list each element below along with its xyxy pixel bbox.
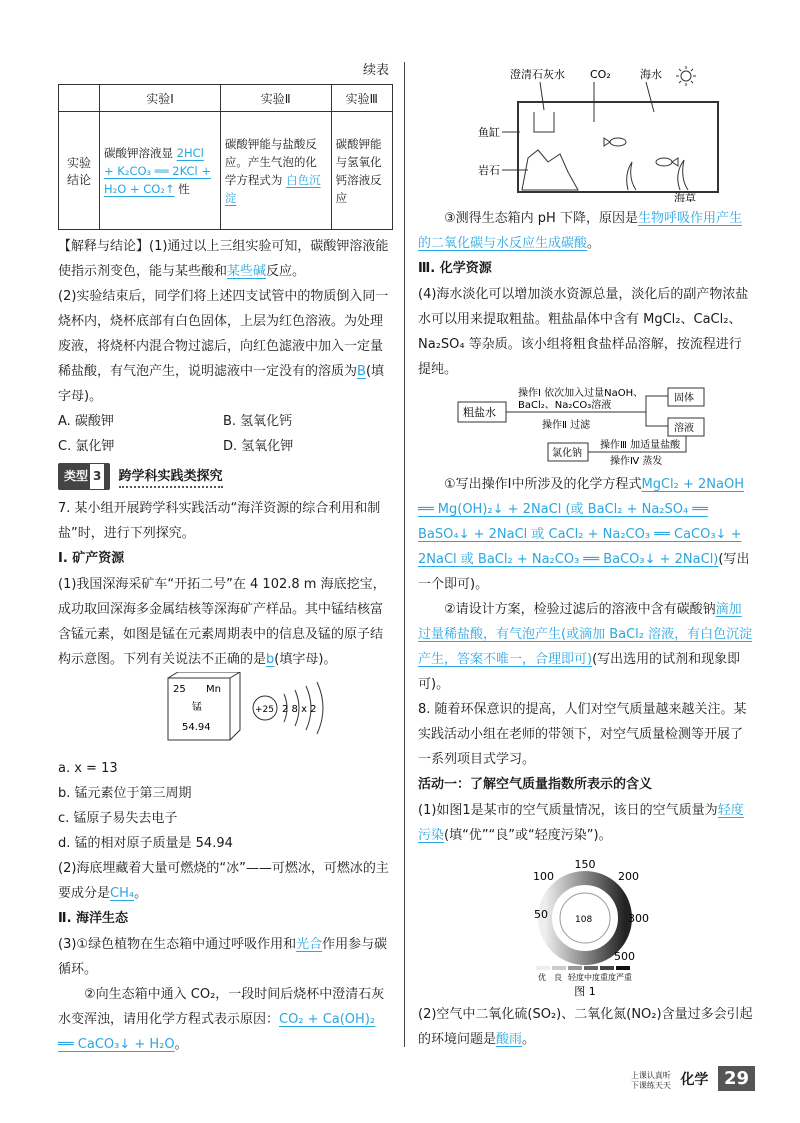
table-header: 实验Ⅱ (220, 85, 331, 112)
paragraph: (4)海水淡化可以增加淡水资源总量，淡化后的副产物浓盐水可以用来提取粗盐。粗盐晶体中含有 MgCl₂、CaCl₂、Na₂SO₄ 等杂质。该小组将粗食盐样品溶解，按流程进行提纯。 (418, 287, 749, 377)
sun-icon (676, 66, 696, 86)
beaker-icon (534, 112, 554, 132)
atom-structure (253, 682, 323, 734)
answer: 滴加过量稀盐酸，有气泡产生(或滴加 BaCl₂ 溶液，有白色沉淀产生，答案不唯一，合理即可) (418, 602, 753, 667)
gauge-tick: 100 (533, 870, 554, 883)
right-column (418, 62, 753, 1052)
label-tank: 鱼缸 (478, 126, 500, 139)
paragraph: (1)我国深海采矿车“开拓二号”在 4 102.8 m 海底挖宝，成功取回深海多金属结核等深海矿产样品。其中锰结核富含锰元素，如图是锰在元素周期表中的信息及锰的原子结构示意图。下列有关说法不正确的是b(填字母)。 (58, 577, 386, 667)
gauge-tick: 150 (574, 858, 596, 871)
answer: 生物呼吸作用产生的二氧化碳与水反应生成碳酸 (418, 211, 742, 251)
paragraph: (2)空气中二氧化硫(SO₂)、二氧化氮(NO₂)含量过多会引起的环境问题是酸雨。 (418, 1007, 753, 1047)
answer: 酸雨 (496, 1032, 523, 1047)
gauge-tick: 50 (534, 908, 548, 921)
table-cell: 碳酸钾溶液显 2HCl + K₂CO₃ ══ 2KCl + H₂O + CO₂↑ 性 (100, 112, 221, 230)
figure-caption: 图 1 (574, 985, 596, 998)
table-header (59, 85, 100, 112)
experiment-table (58, 84, 393, 230)
flow-crude: 粗盐水 (463, 406, 496, 419)
table-row-label: 实验结论 (59, 112, 100, 230)
option: A. 碳酸钾 (58, 414, 114, 429)
answer: 白色沉淀 (224, 172, 321, 205)
paragraph: (2)海底埋藏着大量可燃烧的“冰”——可燃冰，可燃冰的主要成分是CH₄。 (58, 861, 389, 901)
option: a. x = 13 (58, 761, 118, 776)
answer: CO₂ + Ca(OH)₂ ══ CaCO₃↓ + H₂O (58, 1012, 376, 1052)
table-header: 实验Ⅲ (331, 85, 392, 112)
left-column (58, 62, 393, 1057)
option: B. 氢氧化钙 (223, 414, 293, 429)
atomic-number: 25 (173, 684, 186, 695)
legend-label: 良 (554, 973, 562, 982)
answer: 2HCl + K₂CO₃ ══ 2KCl + H₂O + CO₂↑ (104, 145, 212, 196)
paragraph: (2)实验结束后，同学们将上述四支试管中的物质倒入同一烧杯内，烧杯底部有白色固体，上层为红色溶液。为处理废液，将烧杯内混合物过滤后，向红色滤液中加入一定量稀盐酸，有气泡产生，说明滤液中一定没有的溶质为B(填字母)。 (58, 289, 389, 404)
flow-solid: 固体 (674, 393, 694, 404)
fish-icon (604, 138, 626, 146)
option: b. 锰元素位于第三周期 (58, 786, 192, 801)
flow-op2: 操作Ⅱ 过滤 (542, 420, 591, 431)
label-limewater: 澄清石灰水 (510, 68, 565, 81)
answer: b (266, 652, 275, 667)
option: d. 锰的相对原子质量是 54.94 (58, 836, 233, 851)
gauge-tick: 200 (618, 870, 639, 883)
continued-label: 续表 (362, 63, 389, 78)
label-weed: 海草 (674, 192, 696, 202)
answer: CH₄ (110, 886, 135, 901)
paragraph: (3)①绿色植物在生态箱中通过呼吸作用和光合作用参与碳循环。 (58, 937, 388, 977)
electron-shells: 2 8 x 2 (282, 704, 317, 715)
subject-label: 化学 (680, 1072, 709, 1088)
activity-heading: 活动一：了解空气质量指数所表示的含义 (418, 777, 653, 792)
paragraph: ②向生态箱中通入 CO₂，一段时间后烧杯中澄清石灰水变浑浊，请用化学方程式表示原因：CO₂ + Ca(OH)₂ ══ CaCO₃↓ + H₂O。 (58, 987, 385, 1052)
element-symbol: Mn (206, 684, 221, 695)
table-cell: 碳酸钾能与氢氧化钙溶液反应 (331, 112, 392, 230)
legend-label: 严重 (616, 973, 632, 982)
paragraph: 【解释与结论】(1)通过以上三组实验可知，碳酸钾溶液能使指示剂变色，能与某些酸和某些碱反应。 (58, 239, 389, 279)
paragraph: ①写出操作Ⅰ中所涉及的化学方程式MgCl₂ + 2NaOH ══ Mg(OH)₂↓ + 2NaCl (或 BaCl₂ + Na₂SO₄ ══ BaSO₄↓ + 2NaCl 或 CaCl₂ + Na₂CO₃ ══ CaCO₃↓ + 2NaCl 或 BaCl₂ + Na₂CO₃ ══ BaCO₃↓ + 2NaCl)(写出一个即可)。 (418, 477, 750, 592)
options (58, 409, 393, 459)
flow-solution: 溶液 (674, 423, 694, 434)
answer: 光合 (296, 937, 323, 952)
legend-label: 重度 (600, 973, 616, 982)
slogan: 上课认真听 下课练天天 (630, 1071, 671, 1090)
fish-icon (656, 158, 678, 166)
question-7: 7. 某小组开展跨学科实践活动“海洋资源的综合利用和制盐”时，进行下列探究。 (58, 501, 381, 541)
label-sea: 海水 (640, 68, 662, 81)
question-8: 8. 随着环保意识的提高，人们对空气质量越来越关注。某实践活动小组在老师的带领下，对空气质量检测等开展了一系列项目式学习。 (418, 702, 747, 767)
rock-icon (522, 150, 578, 190)
gauge-tick: 300 (628, 912, 649, 925)
manganese-figure (58, 672, 393, 752)
option: c. 锰原子易失去电子 (58, 811, 178, 826)
flow-op1b: BaCl₂、Na₂CO₃溶液 (518, 400, 612, 411)
label-co2: CO₂ (590, 68, 611, 81)
label-rock: 岩石 (478, 164, 500, 177)
atomic-mass: 54.94 (182, 722, 211, 733)
type-heading (58, 463, 393, 490)
table-header: 实验Ⅰ (100, 85, 221, 112)
section-heading: Ⅰ. 矿产资源 (58, 551, 125, 566)
answer: 轻度污染 (418, 803, 744, 843)
flow-op4: 操作Ⅳ 蒸发 (610, 456, 663, 467)
gauge-legend (536, 966, 632, 982)
page-number: 29 (718, 1066, 755, 1091)
flow-op1a: 操作Ⅰ 依次加入过量NaOH、 (518, 388, 644, 399)
paragraph: ③测得生态箱内 pH 下降，原因是生物呼吸作用产生的二氧化碳与水反应生成碳酸。 (418, 211, 742, 251)
section-heading: Ⅱ. 海洋生态 (58, 911, 129, 926)
eco-box-figure (418, 62, 753, 202)
column-divider (404, 62, 405, 1047)
legend-label: 轻度 (568, 973, 584, 982)
type-title: 跨学科实践类探究 (119, 469, 223, 488)
seaweed-icon (627, 162, 636, 190)
aqi-gauge-figure (418, 848, 753, 998)
flow-nacl: 氯化钠 (552, 448, 582, 459)
answer: MgCl₂ + 2NaOH ══ Mg(OH)₂↓ + 2NaCl (或 BaCl₂ + Na₂SO₄ ══ BaSO₄↓ + 2NaCl 或 CaCl₂ + Na₂CO₃ ══ CaCO₃↓ + 2NaCl 或 BaCl₂ + Na₂CO₃ ══ BaCO₃↓ + 2NaCl) (418, 477, 744, 567)
answer: B (357, 364, 366, 379)
purification-flowchart (418, 382, 753, 468)
nucleus-charge: +25 (255, 705, 274, 715)
gauge-tick: 500 (614, 950, 635, 963)
periodic-cell (168, 672, 240, 740)
answer: 某些碱 (227, 264, 267, 279)
table-cell: 碳酸钾能与盐酸反应。产生气泡的化学方程式为 白色沉淀 (220, 112, 331, 230)
section-heading: Ⅲ. 化学资源 (418, 261, 492, 276)
paragraph: (1)如图1是某市的空气质量情况，该日的空气质量为轻度污染(填“优”“良”或“轻度污染”)。 (418, 803, 744, 843)
type-badge: 类型 3 (58, 463, 110, 490)
option: D. 氢氧化钾 (223, 439, 294, 454)
seaweed-icon (678, 160, 688, 190)
flow-op3: 操作Ⅲ 加适量盐酸 (600, 440, 681, 451)
option: C. 氯化钾 (58, 439, 115, 454)
paragraph: ②请设计方案，检验过滤后的溶液中含有碳酸钠滴加过量稀盐酸，有气泡产生(或滴加 BaCl₂ 溶液，有白色沉淀产生，答案不唯一，合理即可)(写出选用的试剂和现象即可)。 (418, 602, 753, 692)
page-footer (631, 1066, 755, 1091)
legend-label: 中度 (584, 973, 600, 982)
gauge-value: 108 (575, 915, 593, 925)
element-name: 锰 (192, 702, 202, 713)
legend-label: 优 (538, 973, 546, 982)
